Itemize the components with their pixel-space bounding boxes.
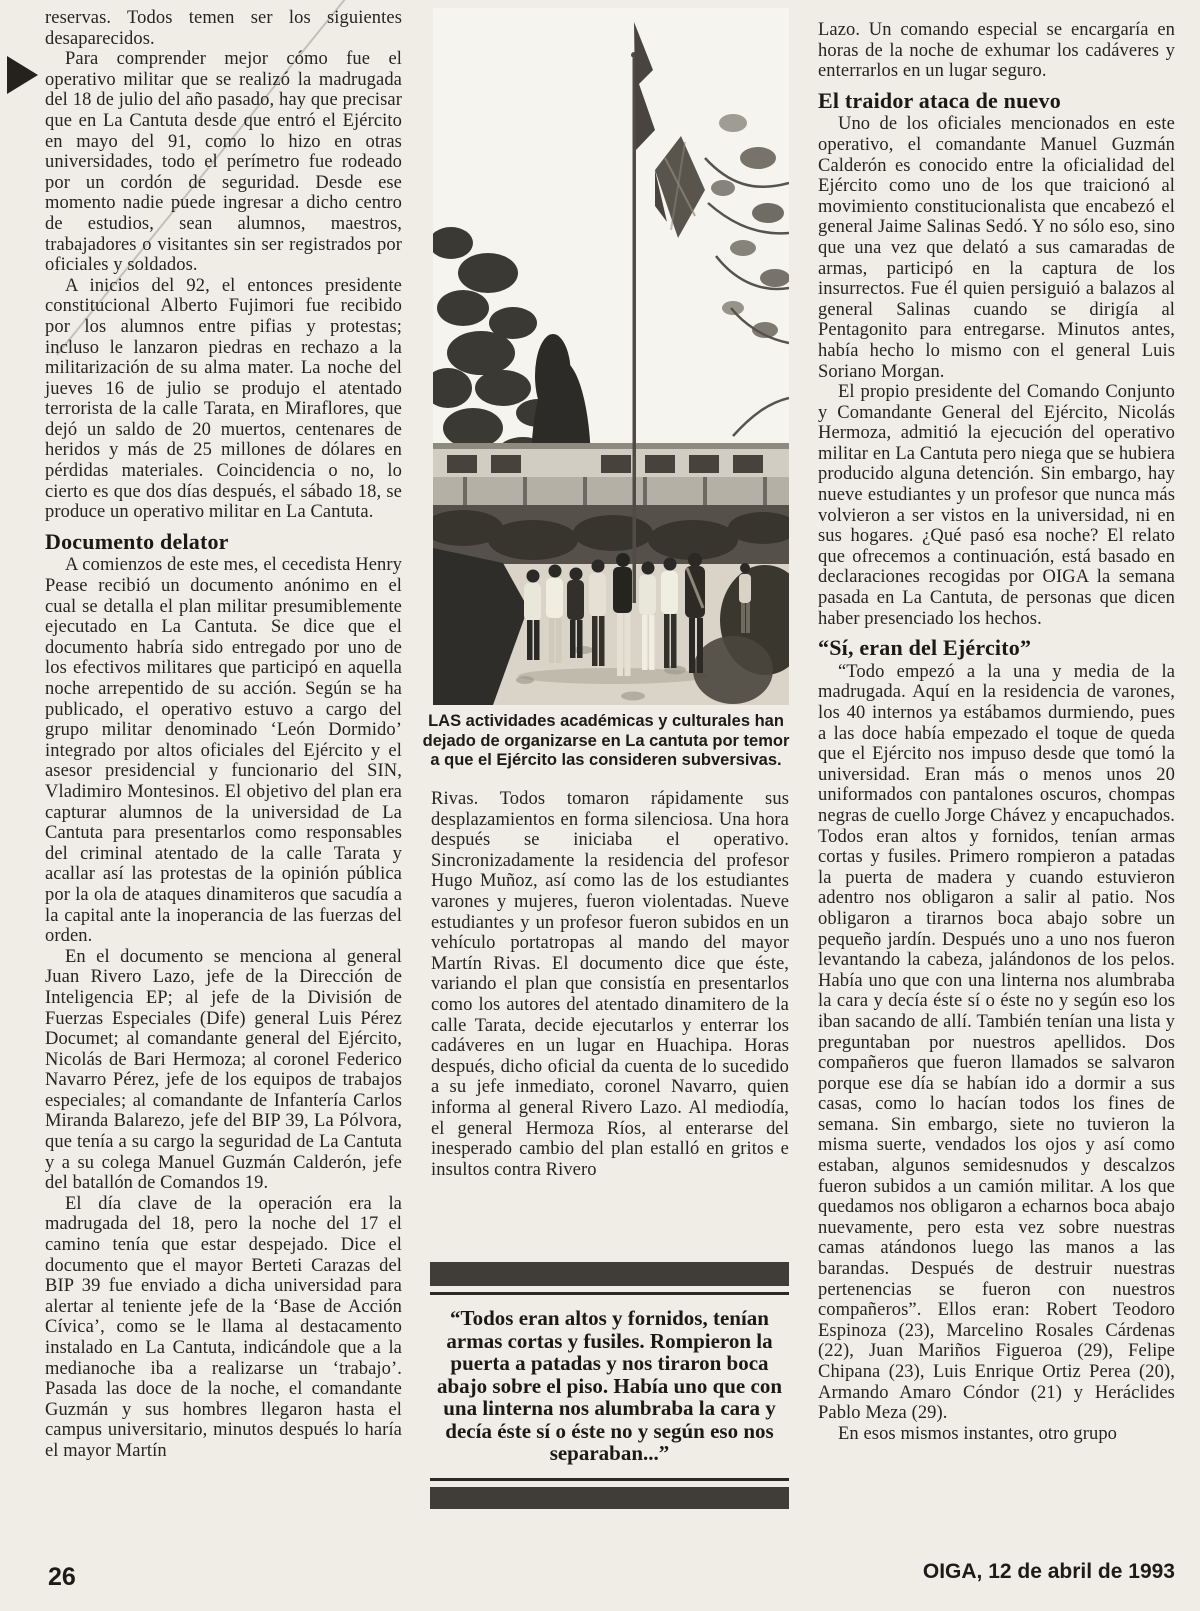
section-heading-documento-delator: Documento delator: [45, 528, 229, 554]
body-paragraph: En el documento se menciona al general Juan Rivero Lazo, jefe de la Dirección de Inteligencia EP; al jefe de la División de Fuerzas Especiales (Dife) general Luis Pérez Documet; al comandante general del Ejército, Nicolás de Bari Hermoza; al coronel Federico Navarro Pérez, jefe de los equipos de trabajos especiales; al comandante de Infantería Carlos Miranda Balarezo, jefe del BIP 39, La Pólvora, que tenía a su cargo la seguridad de La Cantuta y a su colega Manuel Guzmán Calderón, jefe del batallón de Comandos 19.: [45, 946, 402, 1194]
hedge: [433, 505, 789, 565]
section-heading-traidor: El traidor ataca de nuevo: [818, 87, 1061, 113]
quote-bottom-bar: [430, 1487, 789, 1509]
body-paragraph: Uno de los oficiales mencionados en este operativo, el comandante Manuel Guzmán Calderón es conocido entre la oficialidad del Ejército como uno de los que traicionó al movimiento constitucionalista que encabezó el general Jaime Salinas Sedó. Y no sólo eso, sino que una vez que delató a sus camaradas de armas, participó en la captura de los insurrectos. Fue él quien persiguió a balazos al general Salinas cuando se dirigía al Pentagonito para entregarse. Minutos antes, había hecho lo mismo con el general Luis Soriano Morgan.: [818, 114, 1175, 382]
continuation-arrow-icon: [7, 56, 38, 94]
page-number: 26: [48, 1563, 76, 1591]
body-paragraph: A inicios del 92, el entonces presidente constitucional Alberto Fujimori fue recibido por los alumnos entre pifias y protestas; incluso le lanzaron piedras en rechazo a la militarización de su alma mater. La noche del jueves 16 de julio se produjo el atentado terrorista de la calle Tarata, en Miraflores, que dejó un saldo de 20 muertos, centenares de heridos y más de 25 millones de dólares en pérdidas materiales. Coincidencia o no, lo cierto es que dos días después, el sábado 18, se produce un operativo militar en La Cantuta.: [45, 275, 402, 523]
section-heading-eran-del-ejercito: “Sí, eran del Ejército”: [818, 635, 1032, 661]
right-column: [818, 20, 1175, 1444]
quote-bottom-rule: [430, 1478, 789, 1481]
body-paragraph: “Todo empezó a la una y media de la madrugada. Aquí en la residencia de varones, los 40 internos ya estábamos durmiendo, pues a las doce había empezado el toque de queda que el Ejército nos impuso desde que tomó la universidad. Eran más o menos unos 20 uniformados con pantalones oscuros, chompas negras de cuello Jorge Chávez y encapuchados. Todos eran altos y fornidos, tenían armas cortas y fusiles. Primero rompieron a patadas la puerta de madera y cuando estuvieron adentro nos obligaron a salir al patio. Nos obligaron a tirarnos boca abajo sobre un pequeño jardín. Después uno a uno nos fueron levantando la cabeza, jalándonos de los pelos. Había uno que con una linterna nos alumbraba la cara y decía éste sí o éste no y según eso los iban sacando de allí. También tenían una lista y preguntaban por nuestros apellidos. Dos compañeros que fueron llamados se salvaron porque ese día se habían ido a dormir a sus casas, como lo hacían todos los fines de semana. Sin embargo, siete no tuvieron la misma suerte, vendados los ojos y así como estaban, algunos semidesnudos y descalzos fueron subidos a un camión militar. A los que quedamos nos obligaron a echarnos boca abajo nuevamente, pero esta vez sobre nuestras camas atándonos luego las manos a las barandas. Después de destruir nuestras pertenencias se fueron con nuestros compañeros”. Ellos eran: Robert Teodoro Espinoza (23), Marcelino Rosales Cárdenas (22), Juan Mariños Figueroa (29), Felipe Chipana (23), Luis Enrique Ortiz Perea (20), Armando Amaro Cóndor (21) y Heráclides Pablo Meza (29).: [818, 661, 1175, 1424]
body-paragraph: El propio presidente del Comando Conjunto y Comandante General del Ejército, Nicolás Hermoza, admitió la ejecución del operativo militar en La Cantuta pero niega que se hubiera producido alguna detención. Sin embargo, hay nueve estudiantes y un profesor que nunca más volvieron a ser vistos en la universidad, ni en sus hogares. ¿Qué pasó esa noche? El relato que ofrecemos a continuación, está basado en declaraciones recogidas por OIGA la semana pasada en La Cantuta, de personas que dicen haber presenciado los hechos.: [818, 382, 1175, 629]
pull-quote-block: [430, 1262, 789, 1509]
cantuta-flagpole-photo: [433, 8, 789, 705]
body-paragraph: Lazo. Un comando especial se encargaría en horas de la noche de exhumar los cadáveres y enterrarlos en un lugar seguro.: [818, 20, 1175, 82]
left-column: [45, 8, 402, 1462]
quote-top-rule: [430, 1292, 789, 1295]
body-paragraph: Rivas. Todos tomaron rápidamente sus desplazamientos en forma silenciosa. Una hora después se iniciaba el operativo. Sincronizadamente la residencia del profesor Hugo Muñoz, así como las de los estudiantes varones y mujeres, fueron violentadas. Nueve estudiantes y un profesor fueron subidos en un vehículo portatropas al mando del mayor Martín Rivas. El documento dice que éste, variando el plan que consistía en presentarlos como los autores del atentado dinamitero de la calle Tarata, decide ejecutarlos y enterrar los cadáveres en un lugar en Huachipa. Horas después, dicho oficial da cuenta de lo sucedido a su jefe inmediato, coronel Navarro, quien informa al general Rivero Lazo. Al mediodía, el general Hermoza Ríos, al enterarse del inesperado cambio del plan estalló en gritos e insultos contra Rivero: [431, 789, 789, 1180]
body-paragraph: reservas. Todos temen ser los siguientes desaparecidos.: [45, 8, 402, 49]
body-paragraph: En esos mismos instantes, otro grupo: [838, 1423, 1118, 1444]
body-paragraph: A comienzos de este mes, el cecedista Henry Pease recibió un documento anónimo en el cual se detalla el plan militar presumiblemente ejecutado en La Cantuta. Se dice que el documento habría sido entregado por uno de los efectivos militares que participó en aquella noche arrepentido de su acción. Según se ha publicado, el operativo estuvo a cargo del grupo militar denominado ‘León Dormido’ integrado por altos oficiales del Ejército y el asesor presidencial y funcionario del SIN, Vladimiro Montesinos. El objetivo del plan era capturar alumnos de la universidad de La Cantuta para presentarlos como responsables del criminal atentado de la calle Tarata y acallar así las protestas de la opinión pública por la ola de ataques dinamiteros que sacudía a la capital ante la inoperancia de las fuerzas del orden.: [45, 555, 402, 947]
pull-quote-text: “Todos eran altos y fornidos, tenían armas cortas y fusiles. Rompieron la puerta a patadas y nos tiraron boca abajo sobre el piso. Había uno que con una linterna nos alumbraba la cara y decía éste sí o éste no y según eso nos separaban...”: [436, 1306, 782, 1465]
building: [433, 443, 789, 507]
photo-caption: LAS actividades académicas y culturales han dejado de organizarse en La cantuta por temor a que el Ejército las consideren subversivas.: [422, 712, 790, 769]
body-paragraph: Para comprender mejor cómo fue el operativo militar que se realizó la madrugada del 18 de julio del año pasado, hay que precisar que en La Cantuta desde que entró el Ejército en mayo del 91, como lo hizo en otras universidades, todo el perímetro fue rodeado por un cordón de seguridad. Desde ese momento nadie puede ingresar a dicho centro de estudios, sean alumnos, maestros, trabajadores o visitantes sin ser registrados por oficiales y soldados.: [45, 49, 402, 276]
body-paragraph: El día clave de la operación era la madrugada del 18, pero la noche del 17 el camino tenía que estar despejado. Dice el documento que el mayor Berteti Carazas del BIP 39 fue enviado a dicha universidad para alertar al teniente jefe de la ‘Base de Acción Cívica’, como se le llama al destacamento instalado en La Cantuta, indicándole que a la medianoche iba a realizarse un ‘trabajo’. Pasada las doce de la noche, el comandante Guzmán y sus hombres llegaron hasta el campus universitario, minutos después lo haría el mayor Martín: [45, 1193, 402, 1461]
quote-top-bar: [430, 1262, 789, 1286]
footer-credit: OIGA, 12 de abril de 1993: [922, 1560, 1175, 1583]
middle-column: [431, 789, 789, 1180]
